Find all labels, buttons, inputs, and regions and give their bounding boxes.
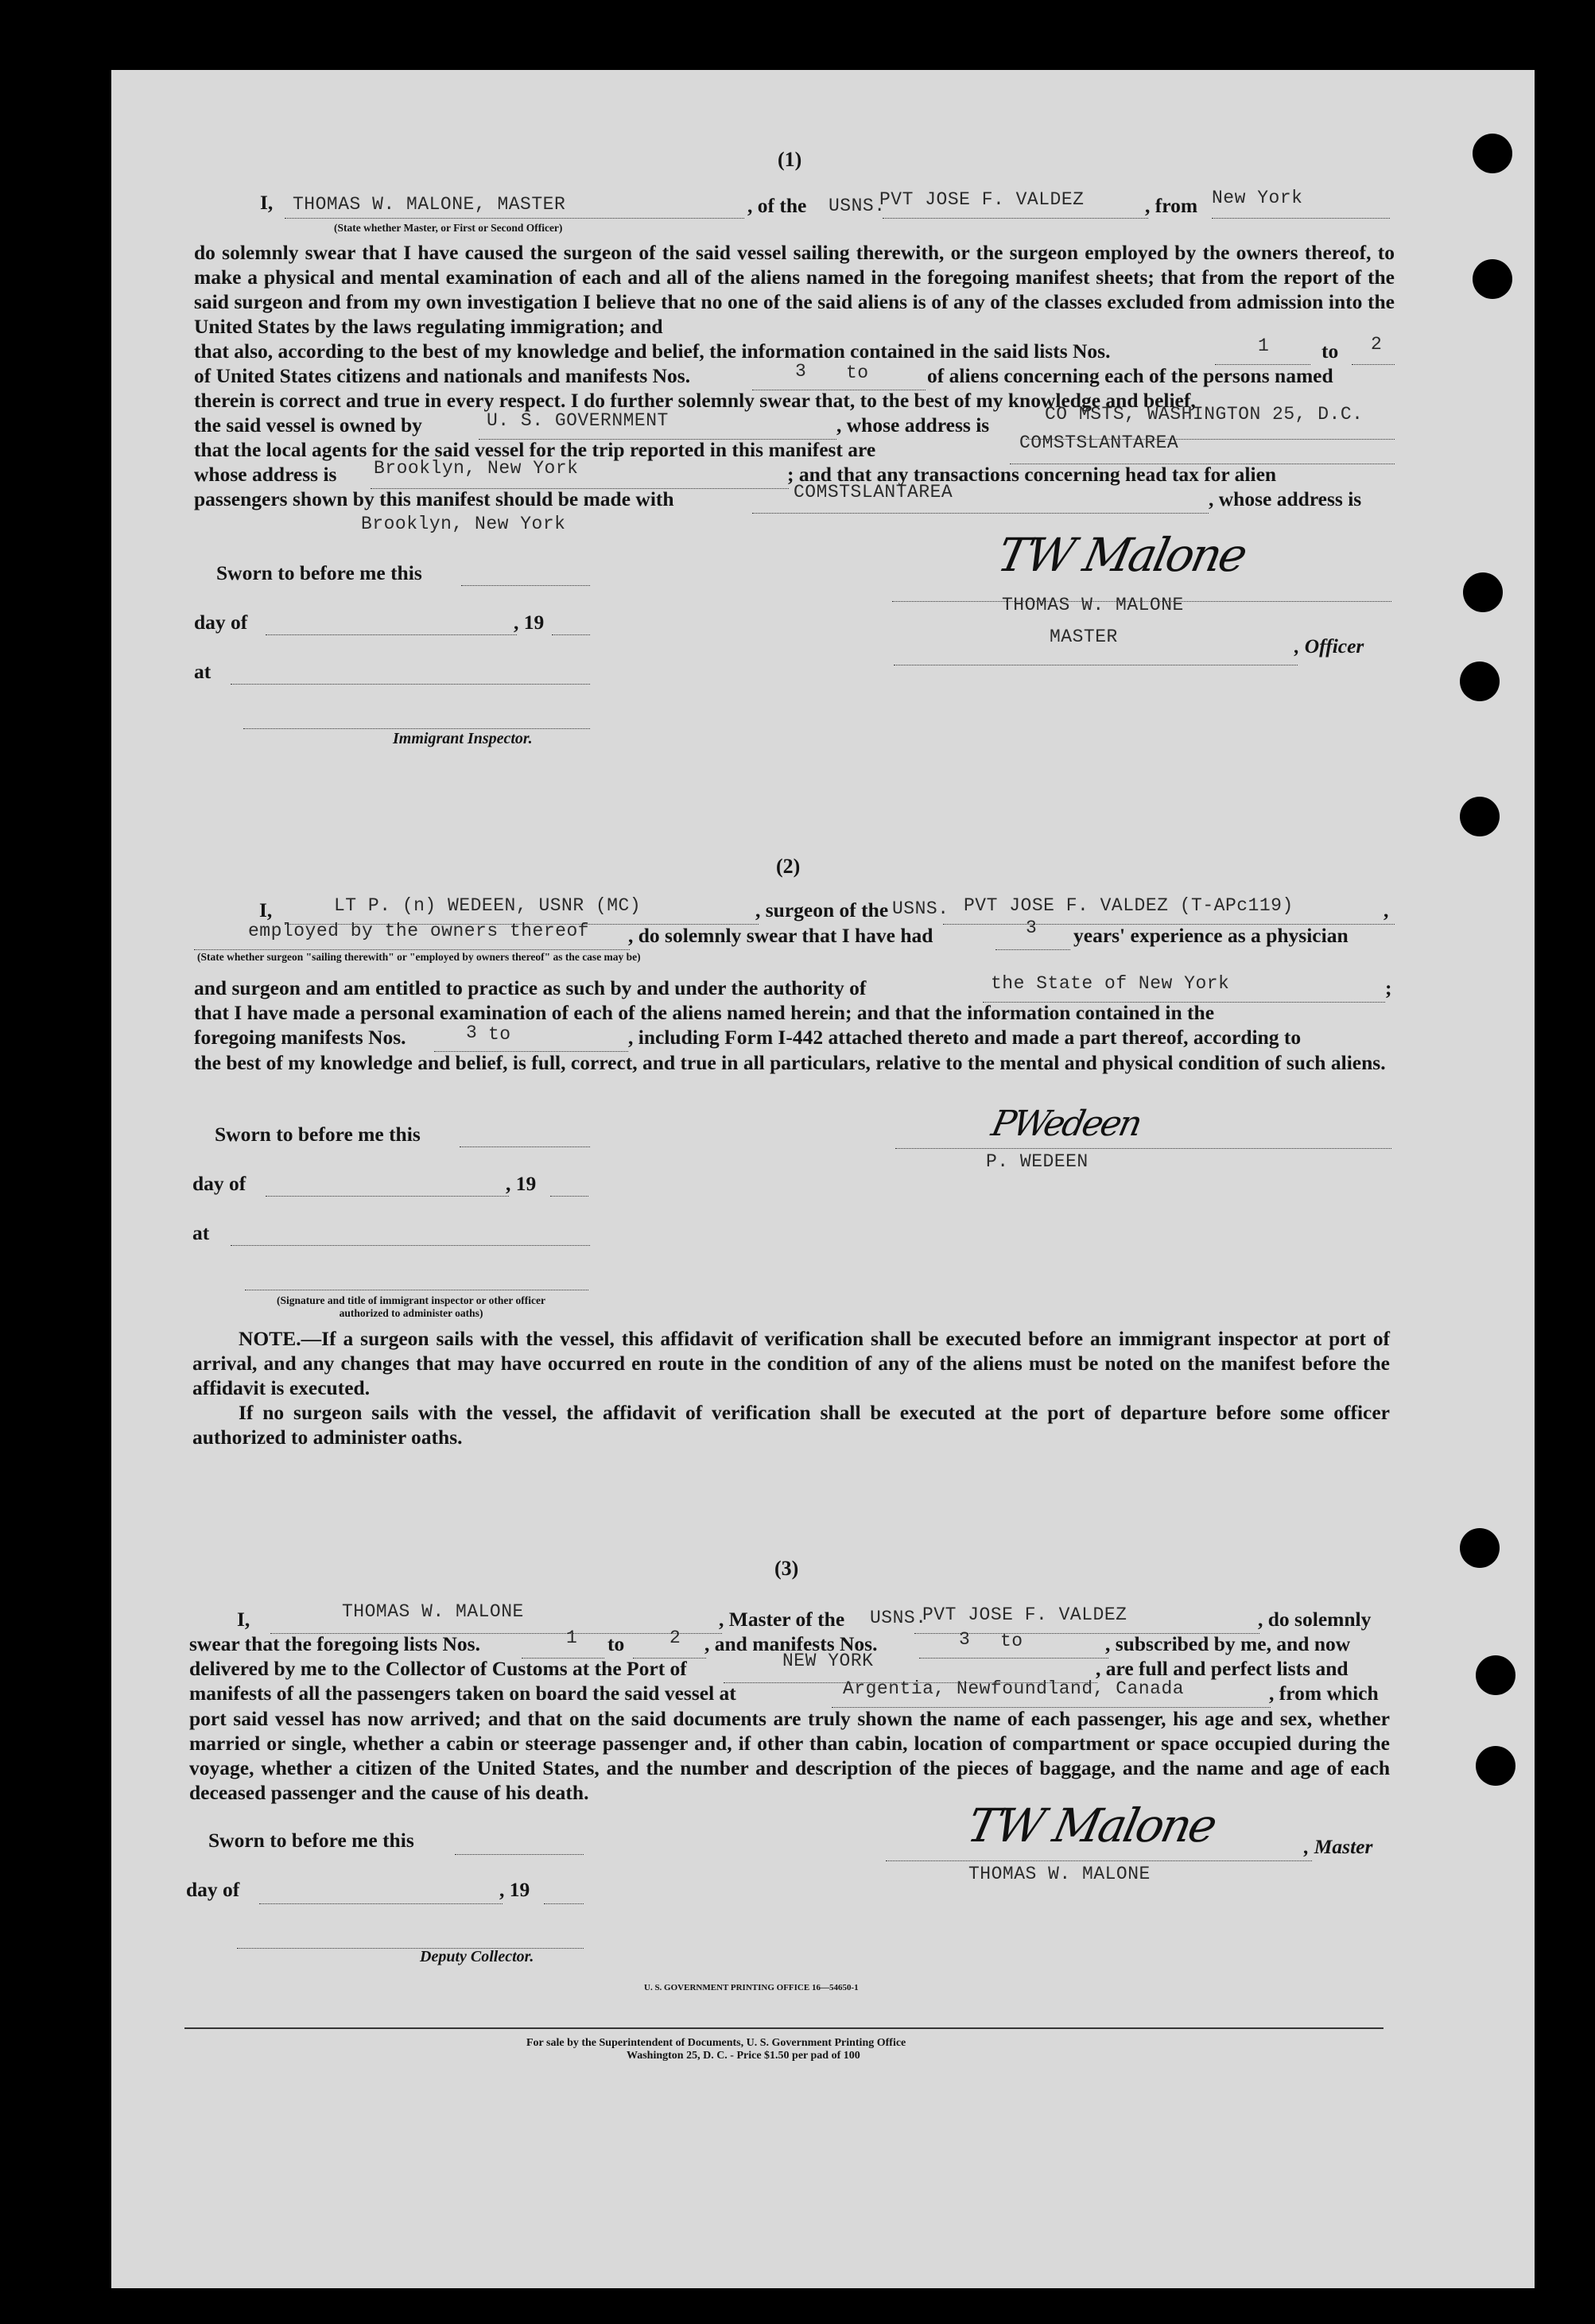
gpo-imprint: U. S. GOVERNMENT PRINTING OFFICE 16—54650-1 <box>644 1983 859 1992</box>
s2-note <box>192 1326 1390 1449</box>
s2-note-1: —If a surgeon sails with the vessel, this affidavit of verification shall be executed before an immigrant inspector at port of arrival, and any changes that may have occurred en route in the condition of any of the aliens must be noted on the manifest before the affidavit is executed. <box>192 1327 1390 1399</box>
s2-authority-label: and surgeon and am entitled to practice as such by and under the authority of <box>194 976 867 999</box>
s1-manifests-field <box>752 367 926 390</box>
s2-note-text <box>192 1326 1390 1400</box>
s2-exam-line: that I have made a personal examination of each of the aliens named herein; and that the information contained in the <box>194 1001 1215 1024</box>
binder-hole-8 <box>1476 1746 1515 1786</box>
binder-hole-3 <box>1463 572 1503 612</box>
binder-hole-4 <box>1460 662 1500 701</box>
s2-surgeon-signature: PWedeen <box>988 1104 1144 1144</box>
s3-year-field <box>544 1881 584 1904</box>
binder-hole-1 <box>1473 134 1512 173</box>
s1-officer-label: , Officer <box>1294 634 1364 658</box>
s2-manifests-from: 3 <box>466 1022 478 1043</box>
s1-at-label: at <box>194 660 212 683</box>
s1-vessel-prefix: USNS. <box>829 196 886 216</box>
s3-master-of-the: , Master of the <box>719 1608 845 1631</box>
s3-to: to <box>607 1632 625 1655</box>
s2-sworn-label: Sworn to before me this <box>215 1123 421 1146</box>
sale-notice-2: Washington 25, D. C. - Price $1.50 per pad of 100 <box>627 2050 860 2062</box>
s2-nineteen: , 19 <box>506 1172 537 1195</box>
s3-day-field <box>259 1881 503 1904</box>
s1-lists-label: that also, according to the best of my knowledge and belief, the information contained in the said lists Nos. <box>194 339 1111 363</box>
s2-years-label: years' experience as a physician <box>1073 924 1349 947</box>
s1-owner-address-label: , whose address is <box>836 413 990 436</box>
s3-master-label: , Master <box>1304 1835 1373 1858</box>
s3-i: I, <box>237 1608 250 1631</box>
s2-trailing-comma: , <box>1383 898 1389 921</box>
s3-swear-lists: swear that the foregoing lists Nos. <box>189 1632 480 1655</box>
s1-nineteen: , 19 <box>514 611 545 634</box>
s2-sig-note: (Signature and title of immigrant inspector or other officer authorized to administer oaths) <box>277 1294 545 1319</box>
s2-day-field <box>266 1174 509 1197</box>
s2-state-note: (State whether surgeon "sailing therewith" or "employed by owners thereof" as the case may be) <box>197 951 641 963</box>
s1-typed-name: THOMAS W. MALONE <box>1002 595 1184 615</box>
s3-subscribed: , subscribed by me, and now <box>1105 1632 1351 1655</box>
binder-hole-5 <box>1460 797 1500 836</box>
s2-swear-had: , do solemnly swear that I have had <box>628 924 933 947</box>
s3-delivered: delivered by me to the Collector of Customs at the Port of <box>189 1657 687 1680</box>
s3-master-name: THOMAS W. MALONE <box>342 1601 524 1622</box>
s2-at-label: at <box>192 1221 210 1244</box>
s2-foregoing-label: foregoing manifests Nos. <box>194 1026 406 1049</box>
s2-paragraph-end-text: the best of my knowledge and belief, is full, correct, and true in all particulars, relative to the mental and physical condition of such aliens. <box>194 1051 1386 1074</box>
s2-sig-note-field <box>245 1267 588 1290</box>
s1-manifests-to: to <box>846 363 869 383</box>
s3-paragraph-end-text: port said vessel has now arrived; and that on the said documents are truly shown the name of each passenger, his age and sex, whether married or single, whether a cabin or steerage passenger and, if other than cabin, location of compartment or space occupied during the voyage, whether a citizen of the United States, and the number and description of the pieces of baggage, and the name and age of each deceased passenger and the cause of his death. <box>189 1707 1390 1804</box>
s3-master-signature: TW Malone <box>962 1798 1221 1853</box>
s2-semicolon: ; <box>1385 976 1392 999</box>
s1-inspector-label: Immigrant Inspector. <box>393 730 533 747</box>
s1-owner-address: CO MSTS, WASHINGTON 25, D.C. <box>1045 404 1364 425</box>
binder-hole-2 <box>1473 259 1512 299</box>
s2-vessel: PVT JOSE F. VALDEZ (T-APc119) <box>964 895 1294 916</box>
s3-lists-from: 1 <box>566 1628 578 1648</box>
s1-day-of-label: day of <box>194 611 248 634</box>
s3-lists-from-field <box>522 1635 604 1659</box>
s2-note-label: NOTE. <box>239 1327 301 1350</box>
s3-full-perfect: , are full and perfect lists and <box>1096 1657 1349 1680</box>
s3-vessel-prefix: USNS. <box>870 1608 927 1628</box>
s2-manifests-field <box>434 1029 628 1052</box>
s2-at-field <box>231 1223 590 1246</box>
s1-state-note: (State whether Master, or First or Second Officer) <box>334 222 563 234</box>
s3-manifests-all: manifests of all the passengers taken on board the said vessel at <box>189 1682 736 1705</box>
s1-sworn-label: Sworn to before me this <box>216 561 422 584</box>
s2-years: 3 <box>1026 918 1038 938</box>
s1-manifests-label: of United States citizens and nationals and manifests Nos. <box>194 364 691 387</box>
binder-hole-6 <box>1460 1528 1500 1568</box>
s3-do-solemnly: , do solemnly <box>1258 1608 1372 1631</box>
s1-paragraph-text: do solemnly swear that I have caused the surgeon of the said vessel sailing therewith, or the surgeon employed by the owners thereof, to make a physical and mental examination of each and all of the aliens named in the foregoing manifest sheets; that from the report of the said surgeon and from my own investigation I believe that no one of the said aliens is of any of the classes excluded from admission into the United States by the laws regulating immigration; and <box>194 241 1395 338</box>
s3-signature-line <box>886 1838 1312 1861</box>
s1-head-tax-address: Brooklyn, New York <box>361 514 566 534</box>
s2-year-field <box>550 1174 588 1197</box>
s2-employed: employed by the owners thereof <box>248 921 590 941</box>
s2-sworn-field <box>460 1124 590 1147</box>
s1-transactions: ; and that any transactions concerning head tax for alien <box>787 463 1277 486</box>
section-3-number: (3) <box>774 1557 799 1580</box>
s1-manifests-from: 3 <box>795 361 807 382</box>
s3-day-of-label: day of <box>186 1878 240 1901</box>
s1-from-label: , from <box>1145 194 1198 217</box>
s3-origin: Argentia, Newfoundland, Canada <box>843 1678 1185 1699</box>
s3-and-manifests: , and manifests Nos. <box>704 1632 878 1655</box>
s2-signature-line <box>895 1126 1391 1149</box>
s1-lists-to: 2 <box>1371 334 1383 355</box>
s1-master-signature: TW Malone <box>992 528 1251 582</box>
s1-aliens-label: of aliens concerning each of the persons named <box>927 364 1333 387</box>
s3-deputy-label: Deputy Collector. <box>420 1948 534 1965</box>
s1-at-field <box>231 662 590 685</box>
s1-day-field <box>266 612 517 635</box>
footer-rule <box>184 2027 1383 2029</box>
sale-notice-1: For sale by the Superintendent of Documents, U. S. Government Printing Office <box>526 2037 906 2049</box>
s3-from-which: , from which <box>1269 1682 1379 1705</box>
s3-paragraph-end <box>189 1706 1390 1805</box>
s3-sworn-field <box>455 1832 584 1855</box>
s3-manifests-to: to <box>1000 1631 1023 1651</box>
s1-year-field <box>552 612 590 635</box>
s2-typed-name: P. WEDEEN <box>986 1151 1089 1172</box>
s3-lists-to: 2 <box>669 1628 681 1648</box>
s1-of-the: , of the <box>747 194 807 217</box>
s1-sworn-field <box>461 563 590 586</box>
s1-from-value: New York <box>1212 188 1303 208</box>
s2-note-2: If no surgeon sails with the vessel, the affidavit of verification shall be executed at the port of departure before some officer authorized to administer oaths. <box>192 1401 1390 1449</box>
s3-deputy-field <box>237 1926 584 1949</box>
s1-agents-address: Brooklyn, New York <box>374 458 579 479</box>
s2-authority: the State of New York <box>991 973 1230 994</box>
s1-paragraph <box>194 240 1395 339</box>
s3-port: NEW YORK <box>782 1651 874 1671</box>
s1-i: I, <box>260 191 274 214</box>
s1-vessel: PVT JOSE F. VALDEZ <box>879 189 1085 210</box>
s1-head-tax-address-label: , whose address is <box>1209 487 1362 510</box>
s2-surgeon-of-the: , surgeon of the <box>755 898 889 921</box>
s3-vessel: PVT JOSE F. VALDEZ <box>922 1604 1127 1625</box>
s3-nineteen: , 19 <box>499 1878 530 1901</box>
s2-manifests-to: to <box>488 1024 511 1045</box>
s1-agents-label: that the local agents for the said vessel for the trip reported in this manifest are <box>194 438 876 461</box>
section-2-number: (2) <box>776 855 801 878</box>
s1-lists-from: 1 <box>1258 336 1270 356</box>
s2-i: I, <box>259 898 273 921</box>
binder-hole-7 <box>1476 1655 1515 1695</box>
s3-typed-name: THOMAS W. MALONE <box>968 1864 1151 1884</box>
s3-sworn-label: Sworn to before me this <box>208 1829 414 1852</box>
s1-inspector-field <box>243 706 590 729</box>
s1-head-tax-agent: COMSTSLANTAREA <box>794 482 953 502</box>
s2-vessel-prefix: USNS. <box>892 898 949 919</box>
s1-correct-line: therein is correct and true in every respect. I do further solemnly swear that, to the best of my knowledge and belief, <box>194 389 1196 412</box>
s1-agents: COMSTSLANTAREA <box>1019 433 1179 453</box>
s2-form-line: , including Form I-442 attached thereto and made a part thereof, according to <box>628 1026 1302 1049</box>
s1-master-name: THOMAS W. MALONE, MASTER <box>293 194 566 215</box>
s1-typed-title: MASTER <box>1050 627 1118 647</box>
s2-day-of-label: day of <box>192 1172 246 1195</box>
s1-agents-address-label: whose address is <box>194 463 337 486</box>
s3-manifests-from: 3 <box>959 1629 971 1650</box>
s1-owned-by-label: the said vessel is owned by <box>194 413 422 436</box>
s1-passengers-label: passengers shown by this manifest should be made with <box>194 487 674 510</box>
s2-paragraph-end <box>194 1050 1395 1075</box>
s1-to: to <box>1321 339 1339 363</box>
s2-surgeon-name: LT P. (n) WEDEEN, USNR (MC) <box>334 895 642 916</box>
section-1-number: (1) <box>778 148 802 171</box>
s1-owner: U. S. GOVERNMENT <box>487 410 669 431</box>
